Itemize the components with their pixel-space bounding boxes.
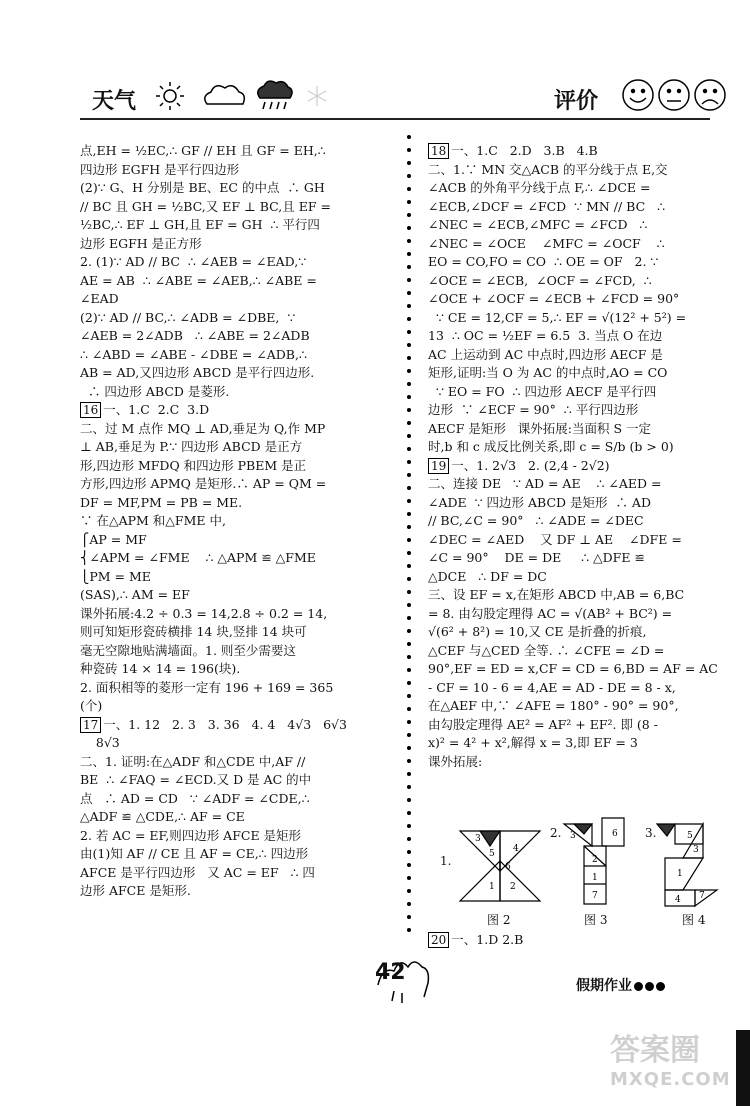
separator-dot xyxy=(407,538,411,542)
separator-dot xyxy=(407,902,411,906)
watermark-logo-text: 答案圈 xyxy=(610,1033,700,1068)
separator-dot xyxy=(407,616,411,620)
separator-dot xyxy=(407,291,411,295)
text-line: 形,四边形 MFDQ 和四边形 PBEM 是正 xyxy=(80,457,307,473)
separator-dot xyxy=(407,408,411,412)
snow-icon xyxy=(308,86,326,106)
dot-icon xyxy=(645,982,654,991)
separator-dot xyxy=(407,395,411,399)
text-line: x)² = 4² + x²,解得 x = 3,即 EF = 3 xyxy=(428,735,638,750)
dot-icon xyxy=(634,982,643,991)
text-line: 点 ∴ AD = CD ∵ ∠ADF = ∠CDE,∴ xyxy=(80,790,310,806)
text-line: ∠OCE = ∠ECB, ∠OCF = ∠FCD, ∴ xyxy=(428,272,652,288)
page-number: 42 xyxy=(375,960,406,985)
text-line: 90°,EF = ED = x,CF = CD = 6,BD = AF = AC xyxy=(428,661,718,676)
text-line: 矩形,证明:当 O 为 AC 的中点时,AO = CO xyxy=(428,365,668,380)
text-line: 由(1)知 AF // CE 且 AF = CE,∴ 四边形 xyxy=(80,846,309,861)
separator-dot xyxy=(407,486,411,490)
svg-text:2: 2 xyxy=(510,882,516,892)
separator-dot xyxy=(407,356,411,360)
text-line: 课外拓展:4.2 ÷ 0.3 = 14,2.8 ÷ 0.2 = 14, xyxy=(80,605,328,621)
text-line: ∴ 四边形 ABCD 是菱形. xyxy=(80,383,230,399)
figure-caption: 图 2 xyxy=(487,913,511,927)
text-line: // BC,∠C = 90° ∴ ∠ADE = ∠DEC xyxy=(428,513,644,528)
text-line: 2. (1)∵ AD // BC ∴ ∠AEB = ∠EAD,∵ xyxy=(80,254,307,269)
tangram-figure-2 xyxy=(562,816,632,911)
text-line: △ADF ≌ △CDE,∴ AF = CE xyxy=(80,809,245,824)
tangram-figure-1 xyxy=(455,821,550,906)
text-line: 2. 面积相等的菱形一定有 196 + 169 = 365 xyxy=(80,679,334,695)
separator-dot xyxy=(407,382,411,386)
watermark xyxy=(610,1025,745,1105)
weather-label: 天气 xyxy=(92,89,137,114)
text-line: - CF = 10 - 6 = 4,AE = AD - DE = 8 - x, xyxy=(428,679,676,695)
text-line: ∵ EO = FO ∴ 四边形 AECF 是平行四 xyxy=(428,383,657,399)
text-line: 二、1. 证明:在△ADF 和△CDE 中,AF // xyxy=(80,753,306,769)
text-line: AC 上运动到 AC 中点时,四边形 AECF 是 xyxy=(428,346,663,362)
text-line: 19 一、1. 2√3 2. (2,4 - 2√2) xyxy=(428,457,748,476)
text-line: 四边形 EGFH 是平行四边形 xyxy=(80,161,240,177)
separator-dot xyxy=(407,512,411,516)
separator-dot xyxy=(407,174,411,178)
page-header xyxy=(0,0,750,130)
text-line: // BC 且 GH = ½BC,又 EF ⊥ BC,且 EF = xyxy=(80,198,331,214)
text-line: = 8. 由勾股定理得 AC = √(AB² + BC²) = xyxy=(428,605,673,621)
text-line: 课外拓展: xyxy=(428,753,483,769)
separator-dot xyxy=(407,200,411,204)
separator-dot xyxy=(407,473,411,477)
text-line: 20 一、1.D 2.B xyxy=(428,930,523,948)
text-line: AECF 是矩形 课外拓展:当面积 S 一定 xyxy=(428,420,652,436)
series-label xyxy=(576,975,665,995)
svg-text:6: 6 xyxy=(612,829,618,839)
text-line: (2)∵ AD // BC,∴ ∠ADB = ∠DBE, ∵ xyxy=(80,309,296,325)
separator-dot xyxy=(407,525,411,529)
tangram-figure-3 xyxy=(655,818,735,913)
text-line: ∠C = 90° DE = DE ∴ △DFE ≌ xyxy=(428,550,645,565)
text-line: EO = CO,FO = CO ∴ OE = OF 2. ∵ xyxy=(428,254,659,269)
text-line: 时,b 和 c 成反比例关系,即 c = S/b (b > 0) xyxy=(428,439,674,454)
watermark-url: MXQE.COM xyxy=(610,1069,731,1090)
separator-dot xyxy=(407,681,411,685)
svg-text:1: 1 xyxy=(677,869,683,879)
text-line: 16 一、1.C 2.C 3.D xyxy=(80,401,400,420)
section-number-box: 17 xyxy=(80,717,101,733)
text-line: ⊥ AB,垂足为 P.∵ 四边形 ABCD 是正方 xyxy=(80,439,303,454)
separator-dot xyxy=(407,213,411,217)
separator-dot xyxy=(407,668,411,672)
separator-dot xyxy=(407,850,411,854)
text-line: ∠DEC = ∠AED 又 DF ⊥ AE ∠DFE = xyxy=(428,531,682,547)
weather-icons xyxy=(152,78,342,114)
svg-text:1: 1 xyxy=(489,882,495,892)
section-number-box: 18 xyxy=(428,143,449,159)
separator-dot xyxy=(407,239,411,243)
text-line: 在△AEF 中,∵ ∠AFE = 180° - 90° = 90°, xyxy=(428,698,679,713)
separator-dot xyxy=(407,460,411,464)
tangram-figures xyxy=(440,816,740,931)
text-line: △DCE ∴ DF = DC xyxy=(428,568,547,584)
figure-caption: 图 3 xyxy=(584,913,608,927)
separator-dot xyxy=(407,811,411,815)
text-line: ½BC,∴ EF ⊥ GH,且 EF = GH ∴ 平行四 xyxy=(80,217,320,232)
text-line: AB = AD,又四边形 ABCD 是平行四边形. xyxy=(80,365,315,380)
text-line: ∠ADE ∵ 四边形 ABCD 是矩形 ∴ AD xyxy=(428,494,651,510)
text-line: 则可知矩形瓷砖横排 14 块,竖排 14 块可 xyxy=(80,624,307,639)
text-line: 18 一、1.C 2.D 3.B 4.B xyxy=(428,142,748,161)
separator-dot xyxy=(407,330,411,334)
separator-dot xyxy=(407,824,411,828)
separator-dot xyxy=(407,837,411,841)
separator-dot xyxy=(407,447,411,451)
text-line: 8√3 xyxy=(80,735,120,750)
separator-dot xyxy=(407,798,411,802)
separator-dot xyxy=(407,343,411,347)
text-line: ⎩PM = ME xyxy=(80,568,151,584)
separator-dot xyxy=(407,564,411,568)
svg-text:5: 5 xyxy=(687,831,693,841)
separator-dot xyxy=(407,889,411,893)
text-line: 毫无空隙地贴满墙面。1. 则至少需要这 xyxy=(80,642,296,658)
separator-dot xyxy=(407,915,411,919)
svg-text:6: 6 xyxy=(505,862,511,872)
separator-dot xyxy=(407,161,411,165)
separator-dot xyxy=(407,226,411,230)
text-line: 边形 AFCE 是矩形. xyxy=(80,883,191,898)
separator-dot xyxy=(407,187,411,191)
text-line: 由勾股定理得 AE² = AF² + EF². 即 (8 - xyxy=(428,716,658,732)
sun-icon xyxy=(156,82,184,110)
text-line: (2)∵ G、H 分别是 BE、EC 的中点 ∴ GH xyxy=(80,180,325,195)
separator-dot xyxy=(407,499,411,503)
separator-dot xyxy=(407,252,411,256)
header-rule xyxy=(80,118,710,120)
separator-dot xyxy=(407,135,411,139)
svg-text:3: 3 xyxy=(475,834,481,844)
svg-text:3: 3 xyxy=(693,845,699,855)
text-line: 二、连接 DE ∵ AD = AE ∴ ∠AED = xyxy=(428,476,662,491)
text-line: ∠ACB 的外角平分线于点 F,∴ ∠DCE = xyxy=(428,180,651,195)
text-line: 方形,四边形 APMQ 是矩形.∴ AP = QM = xyxy=(80,476,327,491)
text-line: ∵ 在△APM 和△FME 中, xyxy=(80,513,226,528)
figure-number: 2. xyxy=(550,826,562,840)
separator-dot xyxy=(407,629,411,633)
cloud-icon xyxy=(205,86,245,104)
text-line: 种瓷砖 14 × 14 = 196(块). xyxy=(80,661,241,676)
text-line: 边形 ∵ ∠ECF = 90° ∴ 平行四边形 xyxy=(428,402,639,417)
separator-dot xyxy=(407,863,411,867)
dot-icon xyxy=(656,982,665,991)
happy-face-icon xyxy=(623,80,653,110)
svg-text:4: 4 xyxy=(513,844,519,854)
text-line: ∠NEC = ∠OCE ∠MFC = ∠OCF ∴ xyxy=(428,235,665,251)
sad-face-icon xyxy=(695,80,725,110)
series-text: 假期作业 xyxy=(576,978,632,994)
text-line: 13 ∴ OC = ½EF = 6.5 3. 当点 O 在边 xyxy=(428,328,663,343)
separator-dot xyxy=(407,746,411,750)
section-number-box: 20 xyxy=(428,932,449,948)
text-line: ∵ CE = 12,CF = 5,∴ EF = √(12² + 5²) = xyxy=(428,309,687,325)
svg-text:1: 1 xyxy=(592,873,598,883)
separator-dot xyxy=(407,590,411,594)
text-line: AE = AB ∴ ∠ABE = ∠AEB,∴ ∠ABE = xyxy=(80,272,317,288)
text-line: ∠EAD xyxy=(80,291,119,306)
text-line: 点,EH = ½EC,∴ GF // EH 且 GF = EH,∴ xyxy=(80,143,326,158)
text-line: AFCE 是平行四边形 又 AC = EF ∴ 四 xyxy=(80,864,315,880)
text-line: ∴ ∠ABD = ∠ABE - ∠DBE = ∠ADB,∴ xyxy=(80,346,307,362)
separator-dot xyxy=(407,369,411,373)
svg-text:2: 2 xyxy=(592,855,598,865)
text-line: △CEF 与△CED 全等. ∴ ∠CFE = ∠D = xyxy=(428,642,665,658)
figure-caption: 图 4 xyxy=(682,913,706,927)
rain-icon xyxy=(258,81,292,109)
separator-dot xyxy=(407,733,411,737)
section-number-box: 16 xyxy=(80,402,101,418)
text-line: (SAS),∴ AM = EF xyxy=(80,587,190,602)
left-column xyxy=(80,142,400,901)
column-separator xyxy=(406,135,412,950)
separator-dot xyxy=(407,304,411,308)
text-line: BE ∴ ∠FAQ = ∠ECD.又 D 是 AC 的中 xyxy=(80,772,312,787)
text-line: ∠NEC = ∠ECB,∠MFC = ∠FCD ∴ xyxy=(428,217,648,232)
separator-dot xyxy=(407,720,411,724)
right-column xyxy=(428,142,748,771)
separator-dot xyxy=(407,278,411,282)
svg-text:3: 3 xyxy=(570,831,576,841)
text-line: (个) xyxy=(80,698,103,713)
rating-faces xyxy=(620,76,730,114)
figure-number: 3. xyxy=(645,826,657,840)
separator-dot xyxy=(407,642,411,646)
separator-dot xyxy=(407,421,411,425)
text-line: ∠OCE + ∠OCF = ∠ECB + ∠FCD = 90° xyxy=(428,291,680,306)
separator-dot xyxy=(407,876,411,880)
text-line: 17 一、1. 12 2. 3 3. 36 4. 4 4√3 6√3 xyxy=(80,716,400,735)
text-line: 2. 若 AC = EF,则四边形 AFCE 是矩形 xyxy=(80,827,302,843)
text-line: ∠AEB = 2∠ADB ∴ ∠ABE = 2∠ADB xyxy=(80,328,310,343)
separator-dot xyxy=(407,265,411,269)
svg-text:5: 5 xyxy=(489,849,495,859)
text-line: √(6² + 8²) = 10,又 CE 是折叠的折痕, xyxy=(428,624,647,639)
neutral-face-icon xyxy=(659,80,689,110)
separator-dot xyxy=(407,707,411,711)
separator-dot xyxy=(407,148,411,152)
svg-text:4: 4 xyxy=(675,895,681,905)
separator-dot xyxy=(407,434,411,438)
separator-dot xyxy=(407,928,411,932)
separator-dot xyxy=(407,785,411,789)
text-line: DF = MF,PM = PB = ME. xyxy=(80,494,243,510)
separator-dot xyxy=(407,577,411,581)
separator-dot xyxy=(407,551,411,555)
text-line: ⎨∠APM = ∠FME ∴ △APM ≌ △FME xyxy=(80,550,316,565)
svg-text:7: 7 xyxy=(592,891,598,901)
text-line: 二、过 M 点作 MQ ⊥ AD,垂足为 Q,作 MP xyxy=(80,420,326,436)
separator-dot xyxy=(407,772,411,776)
text-line: 边形 EGFH 是正方形 xyxy=(80,235,202,251)
separator-dot xyxy=(407,317,411,321)
separator-dot xyxy=(407,655,411,659)
separator-dot xyxy=(407,603,411,607)
text-line: ∠ECB,∠DCF = ∠FCD ∵ MN // BC ∴ xyxy=(428,198,666,214)
figure-number: 1. xyxy=(440,854,452,868)
text-line: 三、设 EF = x,在矩形 ABCD 中,AB = 6,BC xyxy=(428,587,685,602)
rating-label: 评价 xyxy=(554,89,599,114)
section-number-box: 19 xyxy=(428,458,449,474)
text-line: 二、1.∵ MN 交△ACB 的平分线于点 E,交 xyxy=(428,161,668,177)
separator-dot xyxy=(407,759,411,763)
svg-text:7: 7 xyxy=(699,891,705,901)
text-line: ⎧AP = MF xyxy=(80,531,147,547)
separator-dot xyxy=(407,694,411,698)
